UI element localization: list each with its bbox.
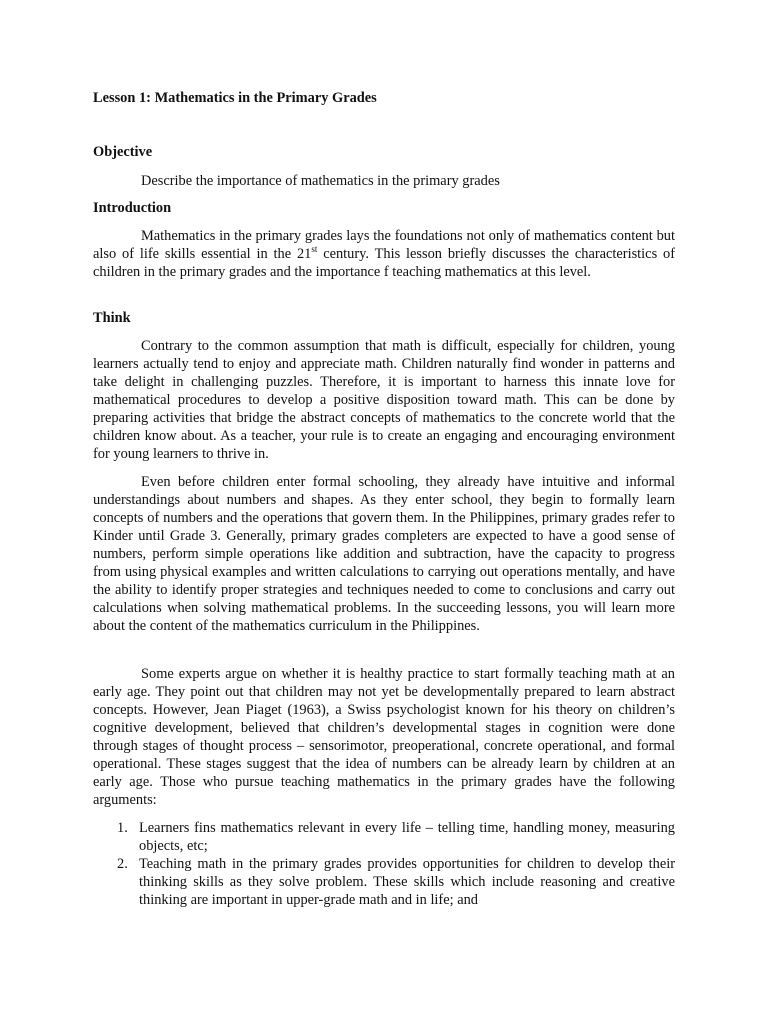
- think-heading: Think: [93, 310, 131, 326]
- list-item-number: 1.: [117, 820, 128, 836]
- list-item-number: 2.: [117, 856, 128, 872]
- introduction-text-part-2: century. This lesson briefly discusses the characteristics of children in the primary grades and the importance f teaching mathematics at this level.: [93, 246, 675, 280]
- list-item-text: Learners fins mathematics relevant in every life – telling time, handling money, measuring objects, etc;: [139, 820, 675, 854]
- list-item: [93, 855, 675, 909]
- introduction-paragraph: [93, 227, 675, 281]
- arguments-list: [93, 819, 675, 909]
- think-paragraph-1: Contrary to the common assumption that math is difficult, especially for children, young learners actually tend to enjoy and appreciate math. Children naturally find wonder in patterns and take delight in challenging puzzles. Therefore, it is important to harness this innate love for mathematical procedures to develop a positive disposition toward math. This can be done by preparing activities that bridge the abstract concepts of mathematics to the concrete world that the children know about. As a teacher, your rule is to create an engaging and encouraging environment for young learners to thrive in.: [93, 338, 675, 462]
- think-paragraph-2: Even before children enter formal schooling, they already have intuitive and informal understandings about numbers and shapes. As they enter school, they begin to formally learn concepts of numbers and the operations that govern them. In the Philippines, primary grades refer to Kinder until Grade 3. Generally, primary grades completers are expected to have a good sense of numbers, perform simple operations like addition and subtraction, have the capacity to progress from using physical examples and written calculations to carrying out operations mentally, and have the ability to identify proper strategies and techniques needed to come to conclusions and carry out calculations when solving mathematical problems. In the succeeding lessons, you will learn more about the content of the mathematics curriculum in the Philippines.: [93, 474, 675, 634]
- introduction-text-part-1: Mathematics in the primary grades lays the foundations not only of mathematics content but also of life skills essential in the 21: [93, 228, 675, 262]
- list-item-text: Teaching math in the primary grades provides opportunities for children to develop their thinking skills as they solve problem. These skills which include reasoning and creative thinking are important in upper-grade math and in life; and: [139, 856, 675, 908]
- superscript-st: st: [311, 244, 318, 254]
- list-item: [93, 819, 675, 855]
- introduction-heading: Introduction: [93, 200, 172, 216]
- think-paragraph-3: Some experts argue on whether it is healthy practice to start formally teaching math at an early age. They point out that children may not yet be developmentally prepared to learn abstract concepts. However, Jean Piaget (1963), a Swiss psychologist known for his theory on children’s cognitive development, believed that children’s developmental stages in cognition were done through stages of thought process – sensorimotor, preoperational, concrete operational, and formal operational. These stages suggest that the idea of numbers can be already learn by children at an early age. Those who pursue teaching mathematics in the primary grades have the following arguments:: [93, 666, 675, 808]
- objective-heading: Objective: [93, 144, 153, 160]
- objective-text: Describe the importance of mathematics in the primary grades: [141, 173, 500, 189]
- lesson-title: Lesson 1: Mathematics in the Primary Grades: [93, 90, 377, 106]
